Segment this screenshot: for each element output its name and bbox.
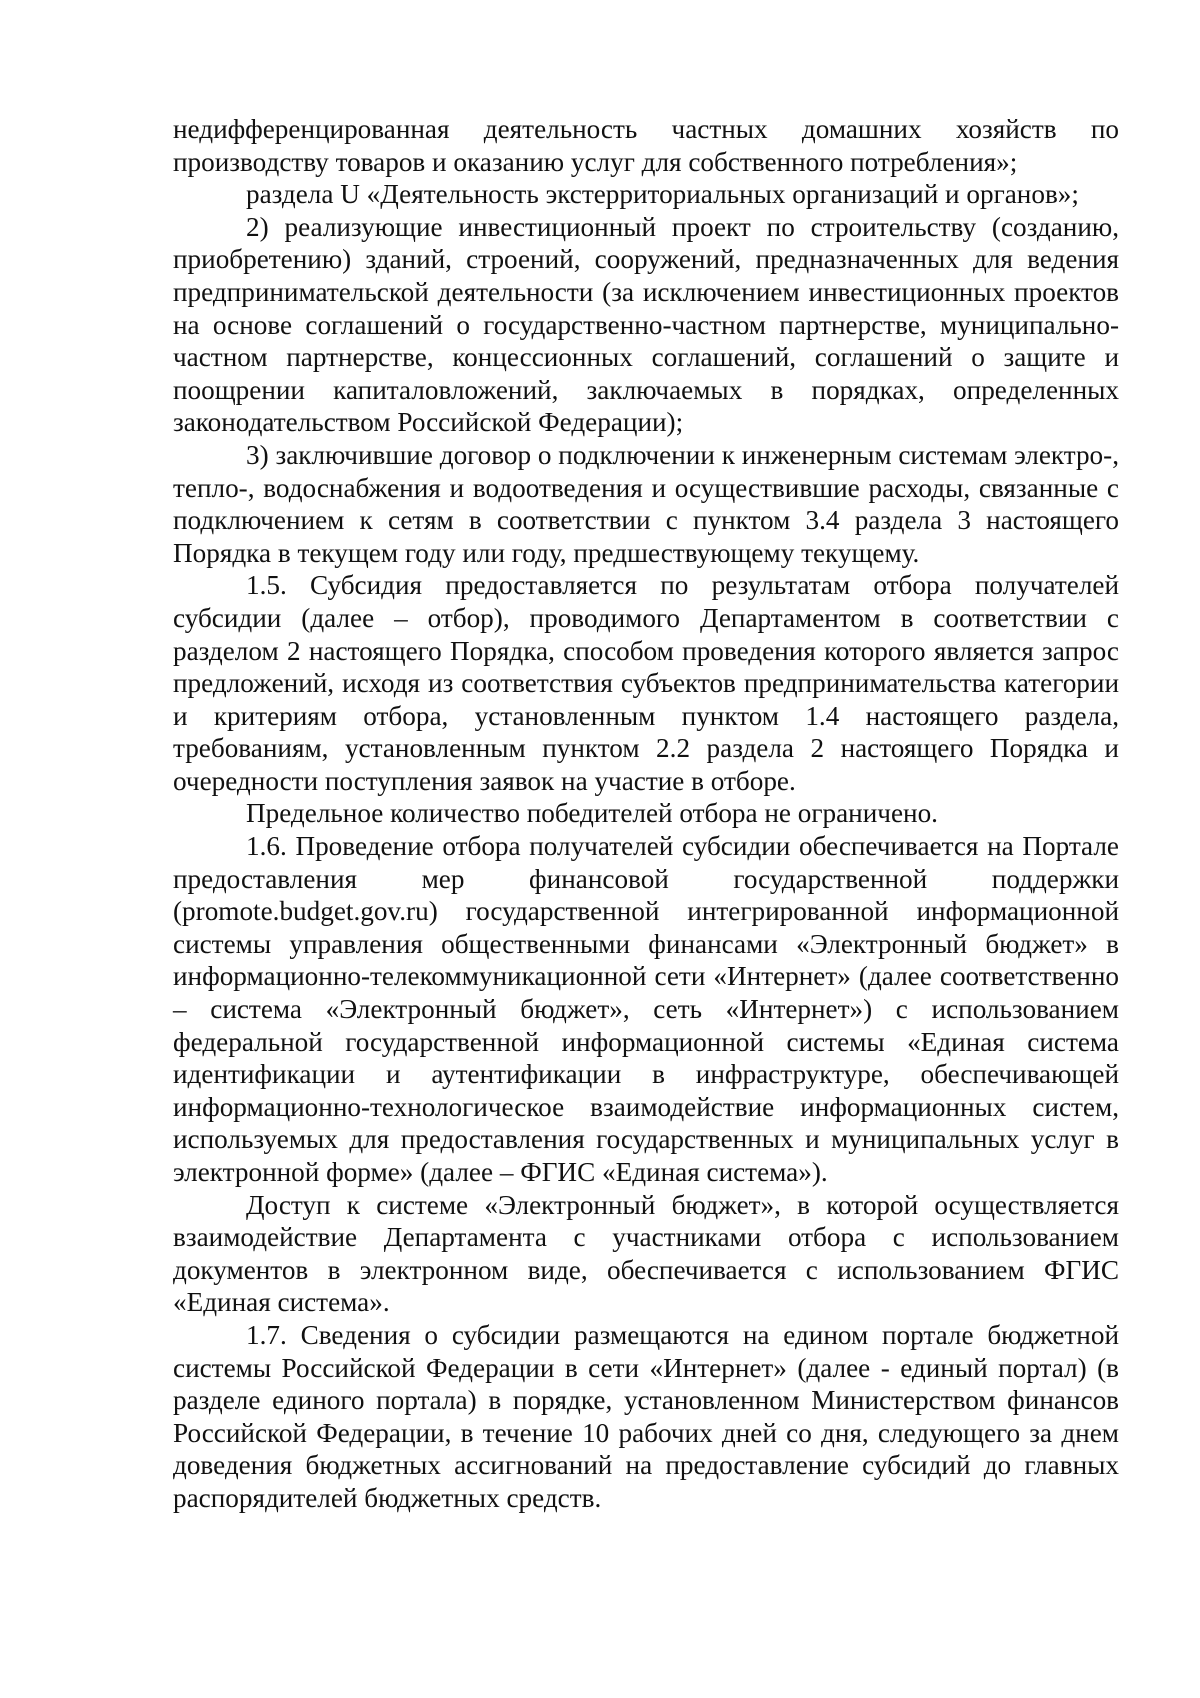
paragraph-access: Доступ к системе «Электронный бюджет», в которой осуществляется взаимодействие Департамента с участниками отбора с использованием документов в электронном виде, обеспечивается с использованием ФГИС «Единая система». xyxy=(173,1189,1119,1318)
paragraph-1-6: 1.6. Проведение отбора получателей субсидии обеспечивается на Портале предоставления мер финансовой государственной поддержки (promote.budget.gov.ru) государственной интегрированной информационной системы управления общественными финансами «Электронный бюджет» в информационно-телекоммуникационной сети «Интернет» (далее соответственно – система «Электронный бюджет», сеть «Интернет») с использованием федеральной государственной информационной системы «Единая система идентификации и аутентификации в инфраструктуре, обеспечивающей информационно-технологическое взаимодействие информационных систем, используемых для предоставления государственных и муниципальных услуг в электронной форме» (далее – ФГИС «Единая система»). xyxy=(173,831,1119,1187)
paragraph-section-u: раздела U «Деятельность экстерриториальных организаций и органов»; xyxy=(246,179,1079,210)
paragraph-item-2: 2) реализующие инвестиционный проект по строительству (созданию, приобретению) зданий, строений, сооружений, предназначенных для ведения предпринимательской деятельности (за исключением инвестиционных проектов на основе соглашений о государственно-частном партнерстве, муниципально-частном партнерстве, концессионных соглашений, соглашений о защите и поощрении капиталовложений, заключаемых в порядках, определенных законодательством Российской Федерации); xyxy=(173,211,1119,438)
paragraph-1-7: 1.7. Сведения о субсидии размещаются на едином портале бюджетной системы Российской Федерации в сети «Интернет» (далее - единый портал) (в разделе единого портала) в порядке, установленном Министерством финансов Российской Федерации, в течение 10 рабочих дней со дня, следующего за днем доведения бюджетных ассигнований на предоставление субсидий до главных распорядителей бюджетных средств. xyxy=(173,1319,1119,1513)
paragraph-item-3: 3) заключившие договор о подключении к инженерным системам электро-, тепло-, водоснабжения и водоотведения и осуществившие расходы, связанные с подключением к сетям в соответствии с пунктом 3.4 раздела 3 настоящего Порядка в текущем году или году, предшествующему текущему. xyxy=(173,439,1119,568)
document-body xyxy=(173,113,1119,1515)
paragraph-1-5: 1.5. Субсидия предоставляется по результатам отбора получателей субсидии (далее – отбор), проводимого Департаментом в соответствии с разделом 2 настоящего Порядка, способом проведения которого является запрос предложений, исходя из соответствия субъектов предпринимательства категории и критериям отбора, установленным пунктом 1.4 настоящего раздела, требованиям, установленным пунктом 2.2 раздела 2 настоящего Порядка и очередности поступления заявок на участие в отборе. xyxy=(173,570,1119,796)
paragraph-winners-limit: Предельное количество победителей отбора не ограничено. xyxy=(246,798,938,829)
paragraph-continuation: недифференцированная деятельность частных домашних хозяйств по производству товаров и оказанию услуг для собственного потребления»; xyxy=(173,114,1119,177)
